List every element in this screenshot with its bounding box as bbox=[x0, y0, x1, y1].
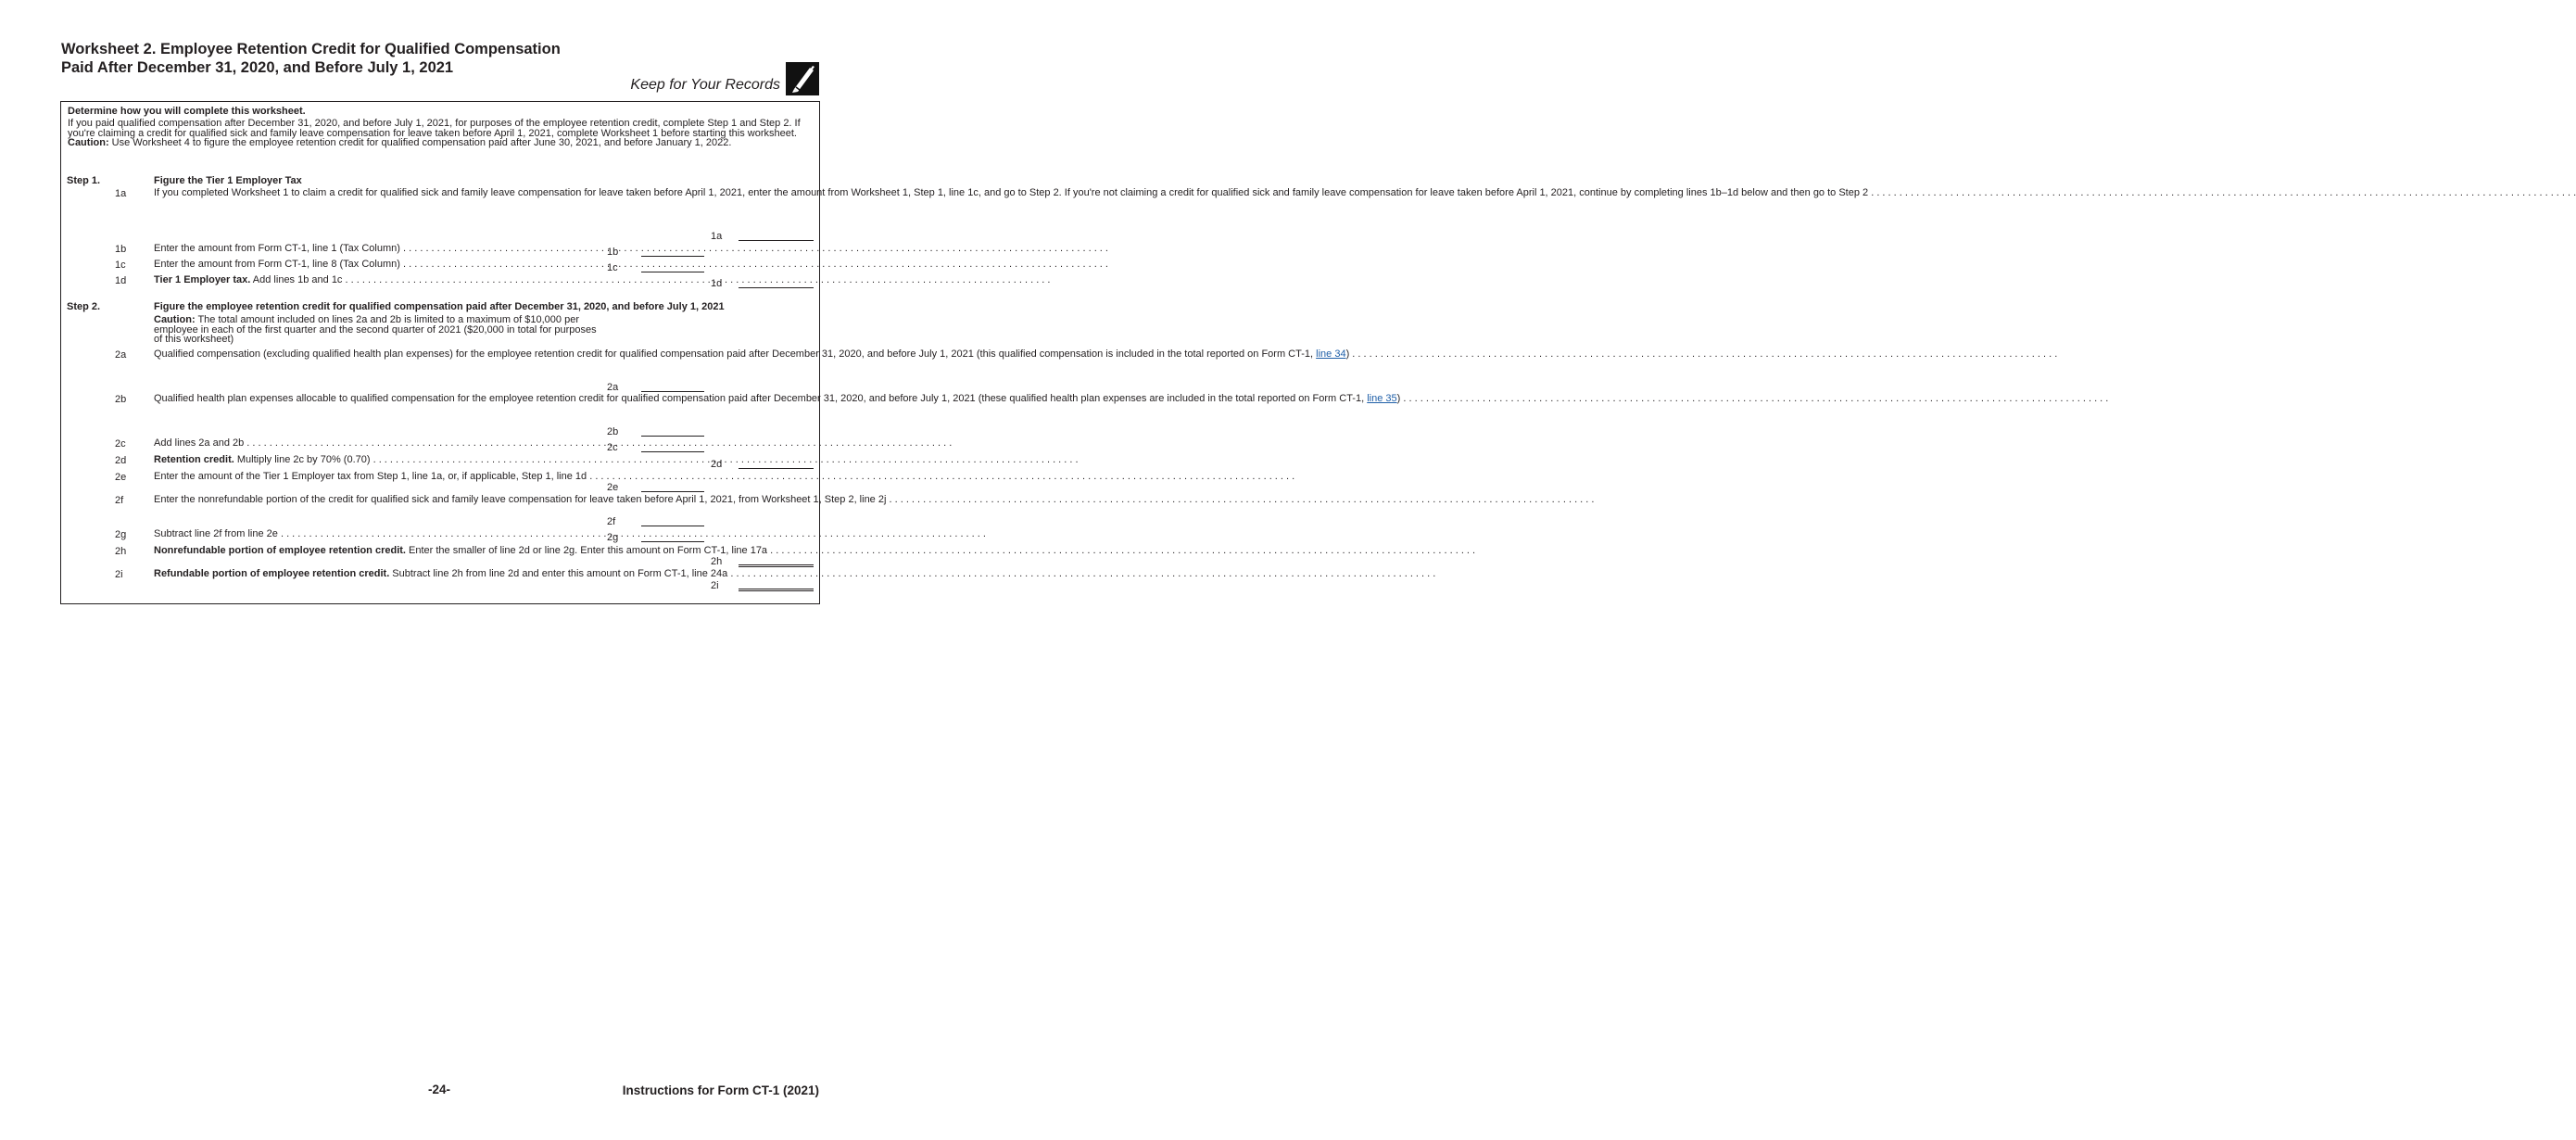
line-2h-text: Nonrefundable portion of employee retention credit. Enter the smaller of line 2d or line 2g. Enter this amount on Form CT-1, line 17a . . . bbox=[154, 546, 596, 556]
line-1a-text: If you completed Worksheet 1 to claim a credit for qualified sick and family leave compensation for leave taken before April 1, 2021, enter the amount from Worksheet 1, Step 1, line 1c, and go to Step 2. If you're not claiming a credit for qualified sick and family leave compensation for leave taken before April 1, 2021, continue by completing lines 1b–1d below and then go to Step 2 . . . bbox=[154, 188, 596, 198]
line-2f-box-label: 2f bbox=[607, 516, 616, 527]
line-1d-number: 1d bbox=[115, 275, 127, 286]
line-1a-box-label: 1a bbox=[711, 231, 723, 242]
line-35-link[interactable]: line 35 bbox=[1367, 393, 1397, 404]
line-1a-number: 1a bbox=[115, 188, 127, 199]
line-1c-box-label: 1c bbox=[607, 262, 618, 273]
line-2f-text: Enter the nonrefundable portion of the credit for qualified sick and family leave compensation for leave taken before April 1, 2021, from Worksheet 1, Step 2, line 2j . . . bbox=[154, 495, 596, 505]
line-2a-entry[interactable] bbox=[641, 391, 704, 392]
line-2d-text: Retention credit. Multiply line 2c by 70% (0.70) . . . bbox=[154, 455, 596, 465]
line-2d-entry[interactable] bbox=[739, 468, 814, 469]
line-2a-box-label: 2a bbox=[607, 382, 619, 393]
line-2e-entry[interactable] bbox=[641, 491, 704, 492]
step2-title: Figure the employee retention credit for qualified compensation paid after December 31, 2020, and before July 1, 2021 bbox=[154, 301, 725, 312]
line-2c-entry[interactable] bbox=[641, 451, 704, 452]
line-1b-entry[interactable] bbox=[641, 256, 704, 257]
line-2g-number: 2g bbox=[115, 529, 127, 540]
line-2e-box-label: 2e bbox=[607, 482, 619, 493]
line-2i-box-label: 2i bbox=[711, 580, 719, 591]
line-2h-box-label: 2h bbox=[711, 556, 723, 567]
line-1b-number: 1b bbox=[115, 244, 127, 255]
line-2e-text: Enter the amount of the Tier 1 Employer tax from Step 1, line 1a, or, if applicable, Step 1, line 1d . . . bbox=[154, 472, 596, 482]
step2-caution: Caution: The total amount included on lines 2a and 2b is limited to a maximum of $10,000 per employee in each of the first quarter and the second quarter of 2021 ($20,000 in total for purposes of this worksheet) bbox=[154, 314, 597, 345]
line-1c-number: 1c bbox=[115, 260, 126, 271]
line-1d-box-label: 1d bbox=[711, 278, 723, 289]
line-2i-number: 2i bbox=[115, 569, 123, 580]
line-2a-text: Qualified compensation (excluding qualified health plan expenses) for the employee retention credit for qualified compensation paid after December 31, 2020, and before July 1, 2021 (this qualified compensation is included in the total reported on Form CT-1, line 34) . . . bbox=[154, 349, 596, 360]
form-name: Instructions for Form CT-1 (2021) bbox=[622, 1083, 819, 1097]
line-2b-text: Qualified health plan expenses allocable to qualified compensation for the employee retention credit for qualified compensation paid after December 31, 2020, and before July 1, 2021 (these qualified health plan expenses are included in the total reported on Form CT-1, line 35) . . . bbox=[154, 394, 596, 404]
worksheet-box bbox=[60, 101, 1869, 604]
line-2g-entry[interactable] bbox=[641, 541, 704, 542]
step1-title: Figure the Tier 1 Employer Tax bbox=[154, 175, 302, 186]
page-number: -24- bbox=[428, 1083, 451, 1096]
line-2c-text: Add lines 2a and 2b . . . bbox=[154, 438, 596, 449]
line-2b-entry[interactable] bbox=[641, 436, 704, 437]
intro-text: If you paid qualified compensation after December 31, 2020, and before July 1, 2021, for purposes of the employee retention credit, complete Step 1 and Step 2. If you're claiming a credit for qualified sick and family leave compensation for leave taken before April 1, 2021, complete Worksheet 1 before starting this worksheet. Caution: Use Worksheet 4 to figure the employee retention credit for qualified compensation paid after June 30, 2021, and before January 1, 2022. bbox=[68, 118, 801, 148]
line-1b-text: Enter the amount from Form CT-1, line 1 (Tax Column) . . . bbox=[154, 244, 596, 254]
intro-heading: Determine how you will complete this worksheet. bbox=[68, 106, 306, 117]
pen-icon bbox=[786, 62, 819, 95]
line-2c-box-label: 2c bbox=[607, 442, 618, 453]
worksheet-title: Worksheet 2. Employee Retention Credit for Qualified Compensation Paid After December 31, 2020, and Before July 1, 2021 bbox=[61, 41, 561, 76]
line-2b-box-label: 2b bbox=[607, 426, 619, 437]
line-2g-text: Subtract line 2f from line 2e . . . bbox=[154, 529, 596, 539]
keep-records-note: Keep for Your Records bbox=[630, 77, 780, 93]
line-2a-number: 2a bbox=[115, 349, 127, 361]
line-34-link[interactable]: line 34 bbox=[1316, 348, 1346, 360]
line-2d-box-label: 2d bbox=[711, 459, 723, 470]
line-2b-number: 2b bbox=[115, 394, 127, 405]
step2-label: Step 2. bbox=[67, 301, 101, 312]
line-2d-number: 2d bbox=[115, 455, 127, 466]
line-1a-entry[interactable] bbox=[739, 240, 814, 241]
step1-label: Step 1. bbox=[67, 175, 101, 186]
line-2h-number: 2h bbox=[115, 546, 127, 557]
line-1d-entry[interactable] bbox=[739, 287, 814, 288]
line-1b-box-label: 1b bbox=[607, 247, 619, 258]
line-1c-text: Enter the amount from Form CT-1, line 8 (Tax Column) . . . bbox=[154, 260, 596, 270]
line-2i-text: Refundable portion of employee retention credit. Subtract line 2h from line 2d and enter this amount on Form CT-1, line 24a . . . bbox=[154, 569, 596, 579]
line-2g-box-label: 2g bbox=[607, 532, 619, 543]
line-2e-number: 2e bbox=[115, 472, 127, 483]
line-2c-number: 2c bbox=[115, 438, 126, 450]
line-2f-number: 2f bbox=[115, 495, 124, 506]
line-2h-entry[interactable] bbox=[739, 564, 814, 567]
line-2i-entry[interactable] bbox=[739, 589, 814, 591]
line-1d-text: Tier 1 Employer tax. Add lines 1b and 1c . . . bbox=[154, 275, 596, 285]
